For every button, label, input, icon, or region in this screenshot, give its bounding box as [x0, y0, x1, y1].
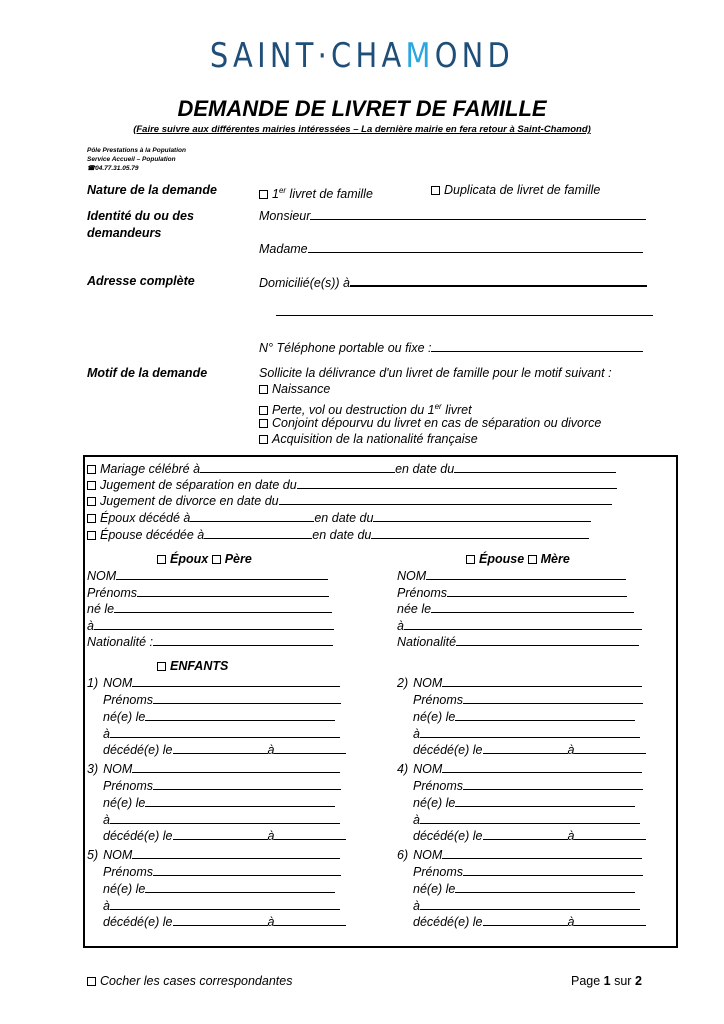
field-label: Nationalité	[397, 635, 457, 649]
epouse-ne-field[interactable]	[397, 601, 634, 617]
checkbox[interactable]	[87, 465, 96, 474]
epoux-nationalite-field[interactable]	[87, 634, 333, 650]
field-label: né(e) le	[103, 882, 146, 896]
subtitle: (Faire suivre aux différentes mairies intéressées – La dernière mairie en fera retour à Saint-Chamond)	[133, 124, 591, 135]
blank-line[interactable]	[455, 881, 635, 893]
enfant-6-a-field[interactable]	[413, 898, 640, 914]
checkbox[interactable]	[259, 435, 268, 444]
enfant-1-decede-field[interactable]	[103, 742, 346, 758]
blank-line[interactable]	[110, 898, 340, 910]
field-label: à	[567, 829, 575, 843]
enfant-2-ne-field[interactable]	[413, 709, 635, 725]
checkbox[interactable]	[212, 555, 221, 564]
field-label: Prénoms	[413, 865, 464, 879]
field-label: né(e) le	[103, 710, 146, 724]
blank-line[interactable]	[132, 761, 340, 773]
child-number: 1)	[87, 676, 99, 690]
motif-label: Motif de la demande	[87, 366, 208, 380]
field-label: à	[87, 618, 94, 633]
blank-line[interactable]	[574, 914, 646, 926]
field-label: NOM	[397, 569, 427, 583]
blank-line[interactable]	[145, 709, 335, 721]
field-label: né(e) le	[413, 882, 456, 896]
field-label: Prénoms	[397, 585, 448, 600]
enfants-header[interactable]: ENFANTS	[157, 659, 228, 674]
enfant-4-a-field[interactable]	[413, 812, 640, 828]
field-label: à	[413, 899, 420, 913]
field-label: NOM	[87, 569, 117, 583]
enfant-2-nom-field[interactable]	[397, 675, 642, 691]
child-number: 4)	[397, 762, 409, 776]
blank-line[interactable]	[145, 881, 335, 893]
checkbox[interactable]	[87, 531, 96, 540]
enfant-5-prenoms-field[interactable]	[103, 864, 341, 880]
enfant-2-prenoms-field[interactable]	[413, 692, 643, 708]
field-label: Prénoms	[103, 693, 154, 707]
blank-line[interactable]	[114, 601, 332, 613]
field-label: née le	[397, 602, 432, 616]
child-number: 6)	[397, 848, 409, 862]
blank-line[interactable]	[173, 828, 268, 840]
phone-icon: ☎	[87, 165, 96, 172]
enfant-3-prenoms-field[interactable]	[103, 778, 341, 794]
checkbox[interactable]	[87, 481, 96, 490]
blank-line[interactable]	[455, 709, 635, 721]
blank-line[interactable]	[442, 847, 642, 859]
divorce-field[interactable]: Jugement de divorce en date du	[87, 493, 612, 509]
conjoint-option[interactable]: Conjoint dépourvu du livret en cas de séparation ou divorce	[259, 416, 601, 431]
enfant-3-nom-field[interactable]	[87, 761, 340, 777]
field-label: à	[567, 915, 575, 929]
epouse-a-field[interactable]	[397, 618, 642, 634]
field-label: à	[267, 743, 275, 757]
field-label: à	[413, 727, 420, 741]
enfant-6-prenoms-field[interactable]	[413, 864, 643, 880]
epouse-decedee-field[interactable]: Épouse décédée à en date du	[87, 527, 589, 543]
field-label: à	[267, 829, 275, 843]
field-label: né(e) le	[413, 796, 456, 810]
field-label: décédé(e) le	[103, 829, 173, 843]
checkbox[interactable]	[528, 555, 537, 564]
child-number: 5)	[87, 848, 99, 862]
blank-line[interactable]	[110, 812, 340, 824]
field-label: NOM	[103, 848, 133, 862]
domicile-field[interactable]: Domicilié(e(s)) à	[259, 274, 647, 291]
blank-line[interactable]	[483, 914, 568, 926]
blank-line[interactable]	[110, 726, 340, 738]
blank-line[interactable]	[173, 742, 268, 754]
field-label: décédé(e) le	[413, 829, 483, 843]
blank-line[interactable]	[431, 601, 634, 613]
enfant-6-nom-field[interactable]	[397, 847, 642, 863]
blank-line[interactable]	[132, 847, 340, 859]
blank-line[interactable]	[137, 585, 329, 597]
checkbox[interactable]	[87, 514, 96, 523]
field-label: Prénoms	[413, 779, 464, 793]
field-label: à	[267, 915, 275, 929]
blank-line[interactable]	[456, 634, 639, 646]
acquisition-option[interactable]: Acquisition de la nationalité française	[259, 432, 478, 447]
blank-line[interactable]	[274, 742, 346, 754]
service-line2: Service Accueil – Population	[87, 156, 176, 163]
separation-field[interactable]: Jugement de séparation en date du	[87, 477, 617, 493]
epouse-nationalite-field[interactable]	[397, 634, 639, 650]
page-title: DEMANDE DE LIVRET DE FAMILLE	[177, 96, 547, 121]
field-label: décédé(e) le	[103, 915, 173, 929]
enfant-1-prenoms-field[interactable]	[103, 692, 341, 708]
epoux-nom-field[interactable]	[87, 568, 328, 584]
saint-chamond-logo: SAINT·CHAMOND	[209, 36, 515, 76]
blank-line[interactable]	[274, 914, 346, 926]
blank-line[interactable]	[173, 914, 268, 926]
enfant-1-nom-field[interactable]	[87, 675, 340, 691]
child-number: 2)	[397, 676, 409, 690]
checkbox[interactable]	[87, 497, 96, 506]
checkbox-icon	[87, 977, 96, 986]
service-line1: Pôle Prestations à la Population	[87, 147, 186, 154]
field-label: Prénoms	[103, 779, 154, 793]
naissance-option[interactable]: Naissance	[259, 382, 330, 397]
telephone-field[interactable]: N° Téléphone portable ou fixe :	[259, 340, 643, 356]
field-label: à	[103, 899, 110, 913]
madame-field[interactable]: Madame	[259, 241, 643, 257]
mariage-field[interactable]: Mariage célébré à en date du	[87, 461, 616, 477]
checkbox[interactable]	[259, 406, 268, 415]
epouse-prenoms-field[interactable]	[397, 585, 627, 601]
field-label: Prénoms	[87, 585, 138, 600]
adresse-label: Adresse complète	[87, 274, 195, 288]
epoux-prenoms-field[interactable]	[87, 585, 329, 601]
checkbox[interactable]	[259, 385, 268, 394]
blank-line[interactable]	[447, 585, 627, 597]
blank-line[interactable]	[455, 795, 635, 807]
blank-line[interactable]	[463, 692, 643, 704]
blank-line[interactable]	[116, 568, 328, 580]
blank-line[interactable]	[94, 618, 334, 630]
epoux-decede-field[interactable]: Époux décédé à en date du	[87, 510, 591, 526]
first-livret-option[interactable]: 1er livret de famille	[259, 183, 373, 202]
duplicata-option[interactable]: Duplicata de livret de famille	[431, 183, 600, 198]
checkbox[interactable]	[157, 662, 166, 671]
enfant-5-a-field[interactable]	[103, 898, 340, 914]
enfant-4-prenoms-field[interactable]	[413, 778, 643, 794]
footer-note: Cocher les cases correspondantes	[87, 974, 292, 989]
field-label: décédé(e) le	[103, 743, 173, 757]
field-label: Nationalité :	[87, 635, 154, 649]
enfant-5-decede-field[interactable]	[103, 914, 346, 930]
enfant-4-decede-field[interactable]	[413, 828, 646, 844]
field-label: Prénoms	[103, 865, 154, 879]
blank-line[interactable]	[153, 634, 333, 646]
enfant-4-nom-field[interactable]	[397, 761, 642, 777]
field-label: à	[103, 813, 110, 827]
checkbox[interactable]	[157, 555, 166, 564]
field-label: décédé(e) le	[413, 743, 483, 757]
blank-line[interactable]	[574, 742, 646, 754]
blank-line[interactable]	[426, 568, 626, 580]
field-label: à	[567, 743, 575, 757]
field-label: né le	[87, 602, 115, 616]
field-label: décédé(e) le	[413, 915, 483, 929]
enfant-4-ne-field[interactable]	[413, 795, 635, 811]
field-label: Prénoms	[413, 693, 464, 707]
checkbox[interactable]	[259, 419, 268, 428]
field-label: NOM	[413, 848, 443, 862]
nature-label: Nature de la demande	[87, 183, 217, 197]
perte-option[interactable]: Perte, vol ou destruction du 1er livret	[259, 399, 472, 418]
epoux-pere-header[interactable]: Époux Père	[157, 552, 252, 567]
blank-line[interactable]	[153, 778, 341, 790]
blank-line[interactable]	[463, 778, 643, 790]
blank-line[interactable]	[483, 828, 568, 840]
page-number: Page 1 sur 2	[571, 974, 642, 988]
child-number: 3)	[87, 762, 99, 776]
blank-line[interactable]	[574, 828, 646, 840]
identite-label: Identité du ou des demandeurs	[87, 209, 194, 240]
enfant-1-a-field[interactable]	[103, 726, 340, 742]
epouse-mere-header[interactable]: Épouse Mère	[466, 552, 570, 567]
monsieur-field[interactable]: Monsieur	[259, 208, 646, 224]
blank-line[interactable]	[153, 864, 341, 876]
field-label: NOM	[413, 676, 443, 690]
field-label: NOM	[413, 762, 443, 776]
checkbox[interactable]	[466, 555, 475, 564]
blank-line[interactable]	[442, 761, 642, 773]
epoux-ne-field[interactable]	[87, 601, 332, 617]
blank-line[interactable]	[404, 618, 642, 630]
enfant-6-ne-field[interactable]	[413, 881, 635, 897]
enfant-6-decede-field[interactable]	[413, 914, 646, 930]
blank-line[interactable]	[483, 742, 568, 754]
field-label: à	[413, 813, 420, 827]
enfant-3-ne-field[interactable]	[103, 795, 335, 811]
blank-line[interactable]	[420, 812, 640, 824]
enfant-1-ne-field[interactable]	[103, 709, 335, 725]
blank-line[interactable]	[132, 675, 340, 687]
field-label: NOM	[103, 676, 133, 690]
address-line2-field[interactable]	[276, 304, 653, 320]
field-label: NOM	[103, 762, 133, 776]
checkbox[interactable]	[259, 190, 268, 199]
blank-line[interactable]	[420, 726, 640, 738]
blank-line[interactable]	[274, 828, 346, 840]
enfant-2-decede-field[interactable]	[413, 742, 646, 758]
service-phone: ☎04.77.31.05.79	[87, 165, 139, 172]
blank-line[interactable]	[463, 864, 643, 876]
blank-line[interactable]	[442, 675, 642, 687]
field-label: né(e) le	[103, 796, 146, 810]
checkbox[interactable]	[431, 186, 440, 195]
field-label: né(e) le	[413, 710, 456, 724]
blank-line[interactable]	[420, 898, 640, 910]
epoux-a-field[interactable]	[87, 618, 334, 634]
field-label: à	[397, 618, 404, 633]
epouse-nom-field[interactable]	[397, 568, 626, 584]
enfant-2-a-field[interactable]	[413, 726, 640, 742]
enfant-5-ne-field[interactable]	[103, 881, 335, 897]
blank-line[interactable]	[153, 692, 341, 704]
field-label: à	[103, 727, 110, 741]
enfant-3-a-field[interactable]	[103, 812, 340, 828]
enfant-3-decede-field[interactable]	[103, 828, 346, 844]
enfant-5-nom-field[interactable]	[87, 847, 340, 863]
motif-intro: Sollicite la délivrance d'un livret de famille pour le motif suivant :	[259, 366, 612, 380]
blank-line[interactable]	[145, 795, 335, 807]
